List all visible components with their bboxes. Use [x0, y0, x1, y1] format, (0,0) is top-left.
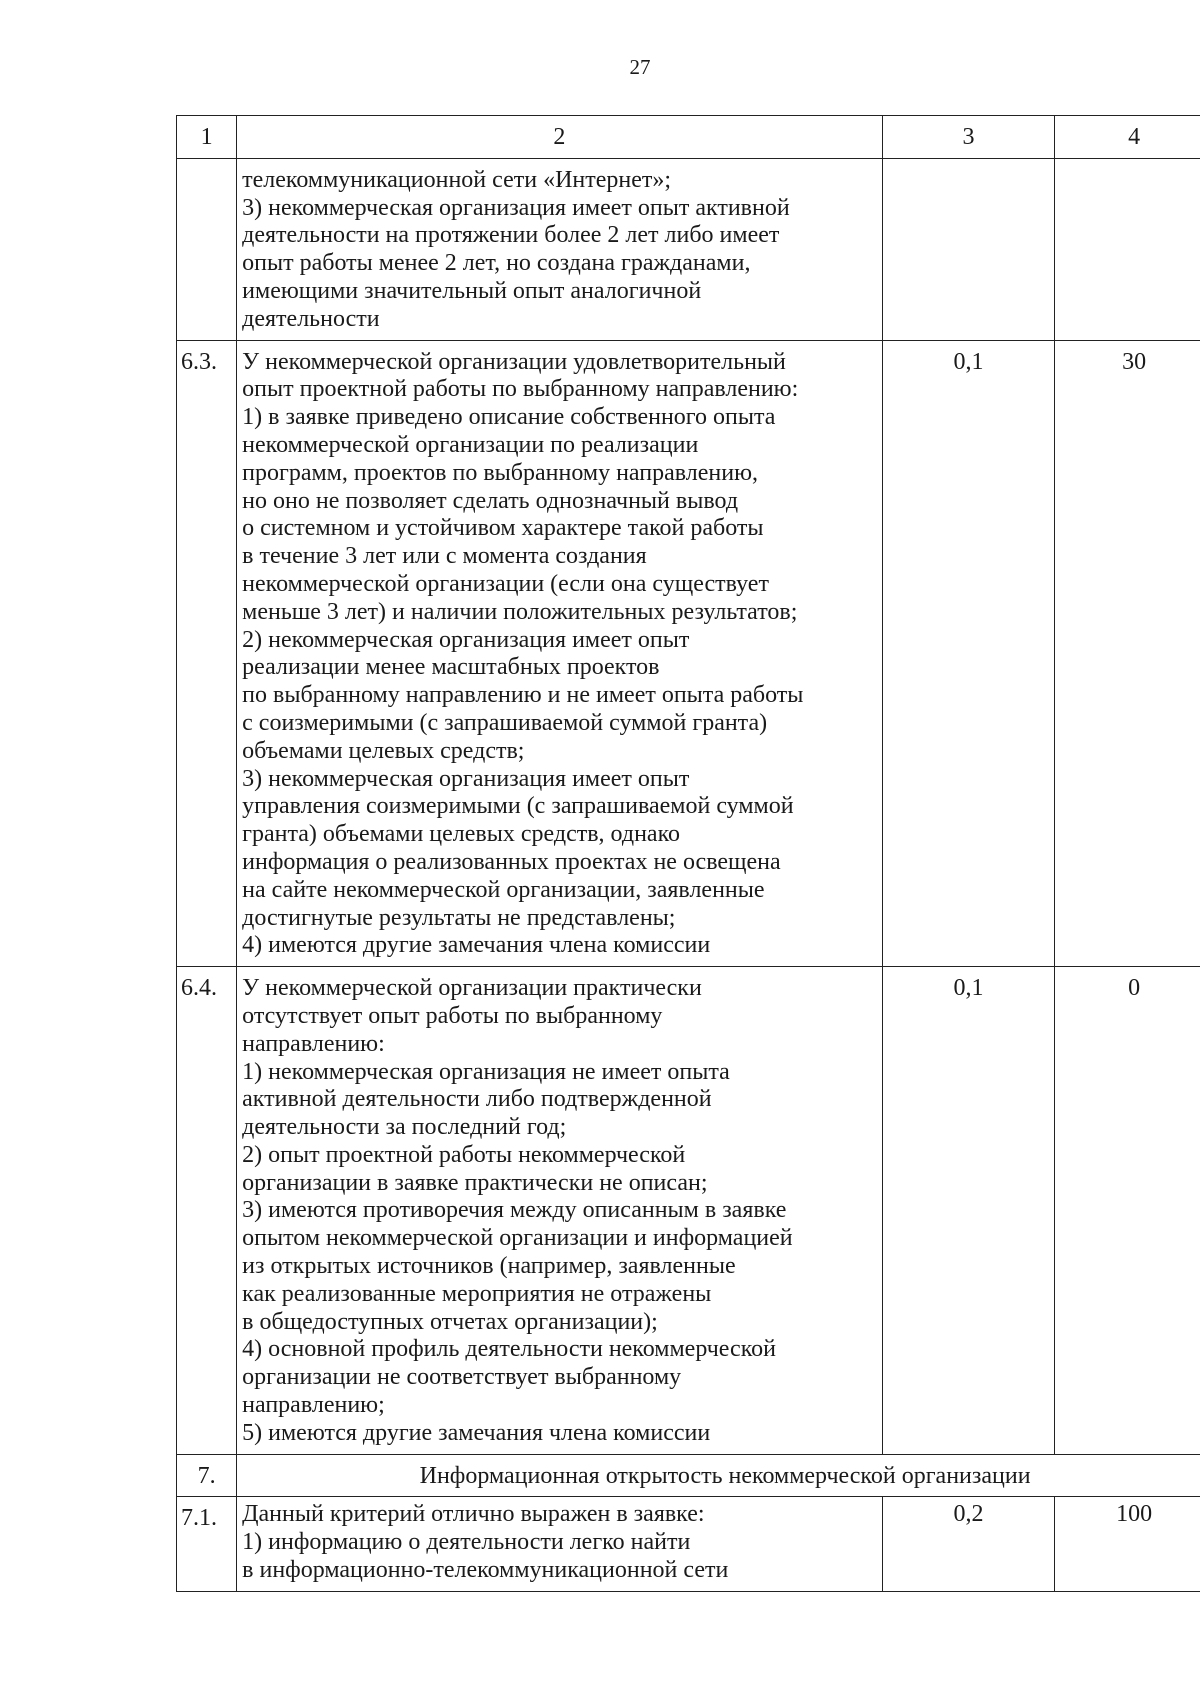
criterion-line: У некоммерческой организации удовлетворительный	[242, 348, 786, 375]
header-col-2: 2	[237, 116, 882, 159]
weight-cell: 0,1	[882, 967, 1055, 1455]
criterion-line: о системном и устойчивом характере такой работы	[242, 515, 764, 542]
criterion-line: 1) информацию о деятельности легко найти	[242, 1529, 691, 1556]
criterion-line: по выбранному направлению и не имеет опыта работы	[242, 682, 804, 709]
criterion-line: организации в заявке практически не описан;	[242, 1169, 708, 1196]
table-header-row	[177, 116, 1200, 159]
criterion-line: 3) некоммерческая организация имеет опыт	[242, 765, 690, 792]
table-row-7-1	[177, 1497, 1200, 1591]
criterion-line: на сайте некоммерческой организации, заявленные	[242, 876, 765, 903]
section-number: 7.	[177, 1454, 237, 1497]
criterion-line: из открытых источников (например, заявленные	[242, 1253, 736, 1280]
header-col-4: 4	[1055, 116, 1200, 159]
criterion-line: опыт проектной работы по выбранному направлению:	[242, 376, 799, 403]
row-number: 6.4.	[177, 967, 237, 1455]
criterion-line: 3) некоммерческая организация имеет опыт активной	[242, 194, 790, 221]
criterion-line: достигнутые результаты не представлены;	[242, 904, 676, 931]
criterion-line: У некоммерческой организации практически	[242, 975, 702, 1002]
criterion-line: имеющими значительный опыт аналогичной	[242, 277, 702, 304]
criterion-line: 2) некоммерческая организация имеет опыт	[242, 626, 690, 653]
criterion-text	[237, 967, 882, 1455]
row-number	[177, 158, 237, 340]
score-cell: 0	[1055, 967, 1200, 1455]
row-number: 6.3.	[177, 340, 237, 967]
criterion-line: управления соизмеримыми (с запрашиваемой суммой	[242, 793, 794, 820]
weight-cell: 0,2	[882, 1497, 1055, 1591]
row-number: 7.1.	[177, 1497, 237, 1591]
criterion-line: 3) имеются противоречия между описанным в заявке	[242, 1197, 787, 1224]
criterion-line: меньше 3 лет) и наличии положительных результатов;	[242, 598, 798, 625]
criterion-line: направлению;	[242, 1392, 385, 1419]
criterion-line: некоммерческой организации по реализации	[242, 431, 699, 458]
score-cell: 100	[1055, 1497, 1200, 1591]
criteria-table	[176, 115, 1200, 1592]
criterion-line: 4) основной профиль деятельности некоммерческой	[242, 1336, 776, 1363]
criterion-line: отсутствует опыт работы по выбранному	[242, 1002, 663, 1029]
criterion-line: Данный критерий отлично выражен в заявке:	[242, 1501, 705, 1528]
criterion-line: телекоммуникационной сети «Интернет»;	[242, 166, 672, 193]
weight-cell: 0,1	[882, 340, 1055, 967]
criterion-line: деятельности на протяжении более 2 лет либо имеет	[242, 222, 780, 249]
section-title: Информационная открытость некоммерческой организации	[237, 1454, 1200, 1497]
criterion-line: информация о реализованных проектах не освещена	[242, 848, 781, 875]
criterion-line: в течение 3 лет или с момента создания	[242, 543, 647, 570]
page-number: 27	[629, 55, 651, 79]
criterion-line: некоммерческой организации (если она существует	[242, 570, 769, 597]
criterion-line: в информационно-телекоммуникационной сети	[242, 1557, 729, 1584]
table-row	[177, 967, 1200, 1455]
header-col-1: 1	[177, 116, 237, 159]
score-cell: 30	[1055, 340, 1200, 967]
criterion-line: опытом некоммерческой организации и информацией	[242, 1225, 793, 1252]
criterion-line: направлению:	[242, 1030, 385, 1057]
criterion-line: активной деятельности либо подтвержденной	[242, 1086, 712, 1113]
criterion-line: гранта) объемами целевых средств, однако	[242, 821, 681, 848]
criterion-text	[237, 158, 882, 340]
criterion-line: но оно не позволяет сделать однозначный вывод	[242, 487, 739, 514]
table-row	[177, 158, 1200, 340]
weight-cell	[882, 158, 1055, 340]
criterion-line: деятельности	[242, 305, 380, 332]
criterion-line: организации не соответствует выбранному	[242, 1364, 682, 1391]
criterion-text	[237, 340, 882, 967]
criterion-line: в общедоступных отчетах организации);	[242, 1308, 658, 1335]
criterion-line: объемами целевых средств;	[242, 737, 525, 764]
criterion-line: 5) имеются другие замечания члена комиссии	[242, 1419, 711, 1446]
criterion-line: 4) имеются другие замечания члена комиссии	[242, 932, 711, 959]
criterion-line: деятельности за последний год;	[242, 1114, 567, 1141]
header-col-3: 3	[882, 116, 1055, 159]
criterion-text	[237, 1497, 882, 1591]
section-row	[177, 1454, 1200, 1497]
criterion-line: 1) некоммерческая организация не имеет опыта	[242, 1058, 730, 1085]
criterion-line: 2) опыт проектной работы некоммерческой	[242, 1141, 686, 1168]
criterion-line: с соизмеримыми (с запрашиваемой суммой гранта)	[242, 709, 768, 736]
table-row	[177, 340, 1200, 967]
criterion-line: 1) в заявке приведено описание собственного опыта	[242, 404, 776, 431]
criterion-line: как реализованные мероприятия не отражены	[242, 1280, 712, 1307]
criterion-line: опыт работы менее 2 лет, но создана гражданами,	[242, 250, 751, 277]
criterion-line: программ, проектов по выбранному направлению,	[242, 459, 759, 486]
score-cell	[1055, 158, 1200, 340]
criterion-line: реализации менее масштабных проектов	[242, 654, 660, 681]
